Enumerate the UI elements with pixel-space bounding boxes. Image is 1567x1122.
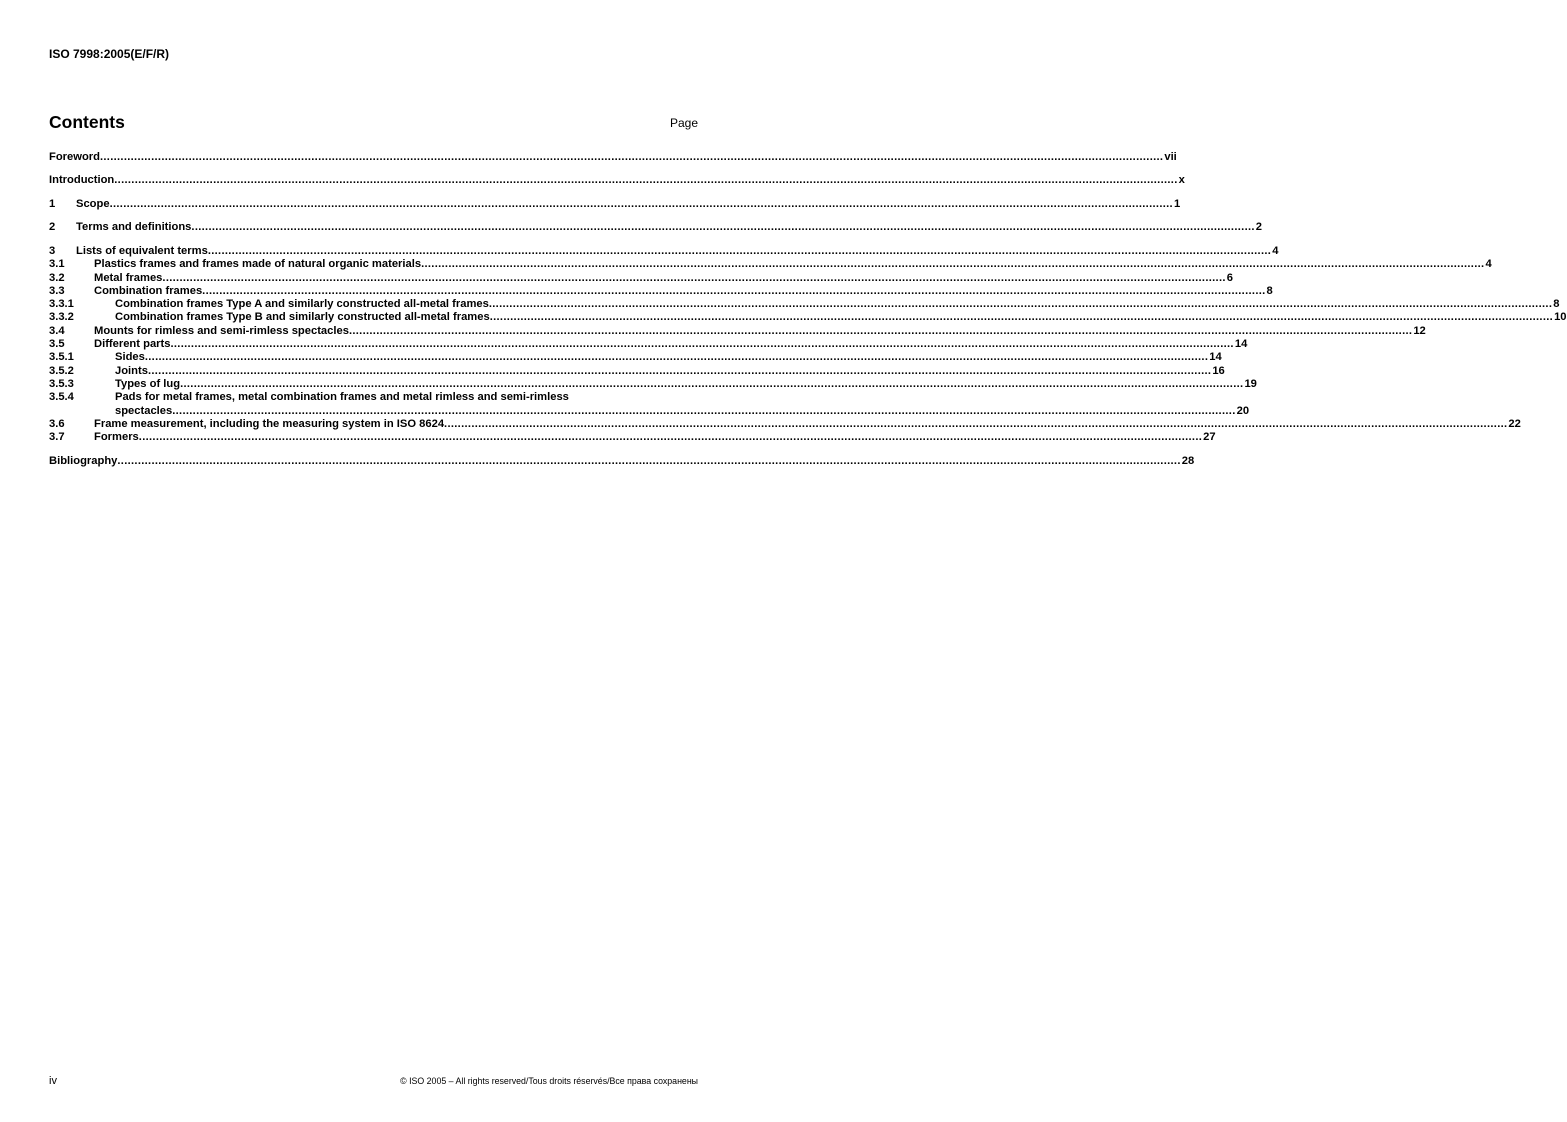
- toc-entry-3-7[interactable]: [49, 431, 1216, 444]
- toc-leader: [208, 245, 1271, 258]
- toc-entry-page: 14: [1209, 351, 1222, 364]
- toc-entry-text: Terms and definitions: [76, 221, 192, 234]
- toc-entry-number: 3.4: [49, 324, 65, 337]
- toc-entry-3-5-1[interactable]: [49, 351, 1222, 364]
- toc-entry-text: Lists of equivalent terms: [76, 244, 208, 257]
- toc-entry-text: Foreword: [49, 151, 100, 163]
- toc-entry-text: Introduction: [49, 174, 115, 187]
- toc-entry-number: 3.2: [49, 271, 65, 284]
- toc-leader: [148, 365, 1211, 378]
- toc-entry-page: 22: [1508, 417, 1521, 430]
- toc-entry-page: 2: [1255, 221, 1263, 234]
- toc-entry-page: 8: [1553, 298, 1560, 311]
- toc-entry-1[interactable]: [49, 197, 1181, 211]
- toc-entry-3-4[interactable]: [49, 324, 1426, 338]
- toc-entry-number: 3.3: [49, 284, 65, 297]
- toc-entry-number: 2: [49, 221, 56, 234]
- toc-entry-text: Pads for metal frames, metal combination frames and metal rimless and semi-rimless: [115, 391, 569, 404]
- toc-entry-page: 6: [1226, 271, 1234, 284]
- toc-entry-number: 3.5.1: [49, 351, 74, 364]
- toc-entry-3-2[interactable]: [49, 271, 1234, 285]
- toc-entry-number: 1: [49, 197, 56, 210]
- toc-entry-page: x: [1178, 174, 1185, 187]
- toc-entry-page: 16: [1212, 364, 1225, 377]
- toc-entry-text: Types of lug: [115, 377, 181, 390]
- toc-entry-3-3-1[interactable]: [49, 298, 1560, 311]
- toc-leader: [100, 151, 1163, 164]
- toc-leader: [444, 418, 1507, 431]
- toc-entry-number: 3.5: [49, 338, 65, 351]
- toc-entry-3-5[interactable]: [49, 338, 1248, 351]
- toc-entry-text: Sides: [115, 351, 145, 364]
- toc-leader: [180, 378, 1243, 391]
- toc-leader: [191, 221, 1254, 234]
- toc-entry-3-5-4-continued[interactable]: [49, 404, 1250, 418]
- toc-entry-text: Metal frames: [94, 271, 163, 284]
- toc-entry-page: 20: [1236, 404, 1250, 417]
- toc-entry-text: Joints: [115, 364, 148, 377]
- toc-entry-page: vii: [1164, 151, 1177, 163]
- document-id: ISO 7998:2005(E/F/R): [49, 47, 170, 61]
- toc-entry-number: 3.5.4: [49, 391, 74, 404]
- footer-copyright: © ISO 2005 – All rights reserved/Tous droits réservés/Все права сохранены: [400, 1076, 698, 1086]
- toc-entry-text: Mounts for rimless and semi-rimless spectacles: [94, 324, 349, 337]
- toc-leader: [114, 174, 1177, 187]
- toc-entry-3-3[interactable]: [49, 284, 1273, 298]
- toc-entry-page: 4: [1272, 244, 1279, 257]
- toc-leader: [202, 285, 1265, 298]
- toc-leader: [170, 338, 1233, 351]
- toc-entry-3-1[interactable]: [49, 258, 1492, 271]
- toc-entry-3[interactable]: [49, 244, 1279, 258]
- toc-entry-text: Different parts: [94, 338, 171, 351]
- toc-entry-number: 3.5.3: [49, 377, 74, 390]
- page-title: Contents: [49, 112, 125, 132]
- toc-entry-text-continued: spectacles: [115, 404, 173, 417]
- toc-leader: [172, 405, 1235, 418]
- toc-entry-number: 3.1: [49, 258, 65, 271]
- toc-leader: [117, 455, 1180, 468]
- toc-leader: [349, 325, 1412, 338]
- toc-entry-foreword[interactable]: [49, 151, 1177, 164]
- toc-entry-page: 12: [1413, 324, 1426, 337]
- toc-entry-page: 19: [1244, 377, 1257, 390]
- toc-entry-number: 3.3.1: [49, 298, 74, 311]
- toc-leader: [489, 298, 1552, 311]
- toc-entry-bibliography[interactable]: [49, 454, 1195, 468]
- toc-entry-page: 27: [1203, 431, 1216, 444]
- toc-leader: [162, 272, 1225, 285]
- toc-entry-text: Plastics frames and frames made of natural organic materials: [94, 258, 422, 271]
- toc-entry-text: Frame measurement, including the measuring system in ISO 8624: [94, 417, 445, 430]
- toc-leader: [145, 351, 1208, 364]
- toc-entry-text: Combination frames: [94, 284, 203, 297]
- toc-entry-number: 3.3.2: [49, 311, 74, 324]
- toc-entry-3-5-4[interactable]: [49, 391, 698, 404]
- toc-entry-introduction[interactable]: [49, 174, 1185, 187]
- toc-entry-page: 10: [1554, 311, 1567, 324]
- toc-entry-text: Combination frames Type A and similarly constructed all-metal frames: [115, 298, 489, 311]
- toc-entry-3-3-2[interactable]: [49, 311, 1567, 324]
- toc-entry-3-5-2[interactable]: [49, 364, 1225, 378]
- toc-entry-3-6[interactable]: [49, 417, 1521, 431]
- toc-leader: [490, 311, 1553, 324]
- toc-entry-text: Scope: [76, 197, 110, 210]
- toc-entry-text: Formers: [94, 431, 139, 444]
- toc-entry-3-5-3[interactable]: [49, 377, 1257, 391]
- toc-entry-number: 3.6: [49, 417, 65, 430]
- toc-entry-text: Combination frames Type B and similarly constructed all-metal frames: [115, 311, 490, 324]
- table-of-contents: [49, 151, 1567, 468]
- toc-entry-page: 1: [1173, 197, 1181, 210]
- toc-entry-text: Bibliography: [49, 454, 118, 467]
- toc-leader: [139, 431, 1202, 444]
- toc-entry-page: 14: [1234, 338, 1248, 351]
- toc-entry-page: 28: [1181, 454, 1195, 467]
- page-column-label: Page: [669, 116, 698, 130]
- toc-entry-number: 3.7: [49, 431, 65, 444]
- toc-leader: [110, 198, 1173, 211]
- footer-page-number: iv: [49, 1075, 57, 1087]
- toc-entry-2[interactable]: [49, 221, 1263, 234]
- toc-entry-number: 3: [49, 244, 56, 257]
- toc-entry-number: 3.5.2: [49, 364, 74, 377]
- toc-entry-page: 4: [1485, 258, 1492, 271]
- toc-entry-page: 8: [1266, 284, 1273, 297]
- toc-leader: [421, 258, 1484, 271]
